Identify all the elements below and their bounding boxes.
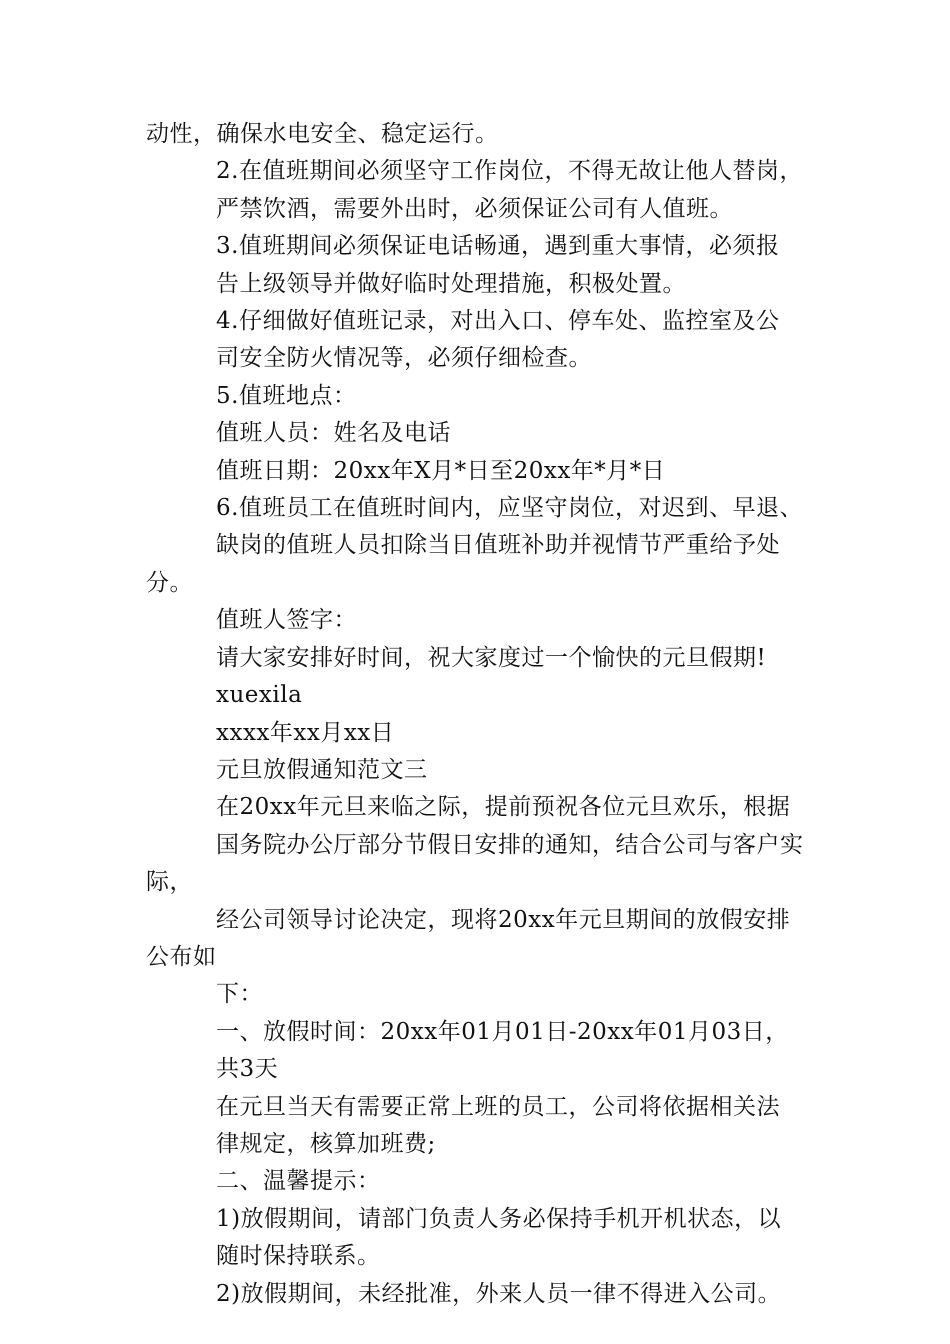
paragraph xyxy=(146,153,806,228)
paragraph-line: 告上级领导并做好临时处理措施，积极处置。 xyxy=(216,270,686,297)
paragraph-line: 一、放假时间：20xx年01月01日-20xx年01月03日， xyxy=(216,1018,789,1045)
paragraph xyxy=(146,752,806,789)
paragraph xyxy=(146,228,806,303)
paragraph-line: 缺岗的值班人员扣除当日值班补助并视情节严重给予处分。 xyxy=(146,532,780,596)
paragraph-line: 随时保持联系。 xyxy=(216,1243,381,1270)
paragraph xyxy=(146,1089,806,1164)
paragraph xyxy=(146,789,806,1013)
paragraph-line: 严禁饮酒，需要外出时，必须保证公司有人值班。 xyxy=(216,195,733,222)
paragraph-line: 6.值班员工在值班时间内，应坚守岗位，对迟到、早退、 xyxy=(216,495,803,522)
paragraph-line: xxxx年xx月xx日 xyxy=(216,719,395,746)
paragraph-line: 二、温馨提示： xyxy=(216,1168,381,1195)
paragraph xyxy=(146,378,806,415)
paragraph-line: 请大家安排好时间，祝大家度过一个愉快的元旦假期! xyxy=(216,644,767,671)
paragraph-line: 司安全防火情况等，必须仔细检查。 xyxy=(216,345,592,372)
paragraph-line: xuexila xyxy=(216,682,303,709)
paragraph-line: 经公司领导讨论决定，现将20xx年元旦期间的放假安排公布如 xyxy=(146,906,791,970)
paragraph xyxy=(146,490,806,602)
paragraph xyxy=(146,415,806,452)
paragraph-line: 3.值班期间必须保证电话畅通，遇到重大事情，必须报 xyxy=(216,233,780,260)
paragraph-line: 4.仔细做好值班记录，对出入口、停车处、监控室及公 xyxy=(216,308,780,335)
paragraph-line: 值班日期：20xx年X月*日至20xx年*月*日 xyxy=(216,457,666,484)
paragraph-line: 在元旦当天有需要正常上班的员工，公司将依据相关法 xyxy=(216,1093,780,1120)
paragraph-line: 值班人签字： xyxy=(216,607,357,634)
paragraph-line: 共3天 xyxy=(216,1056,279,1083)
paragraph-line: 5.值班地点： xyxy=(216,382,357,409)
document-body xyxy=(146,116,806,1313)
paragraph xyxy=(146,303,806,378)
paragraph-line: 下： xyxy=(216,981,263,1008)
paragraph-line: 值班人员：姓名及电话 xyxy=(216,420,451,447)
paragraph-line: 动性，确保水电安全、稳定运行。 xyxy=(146,121,499,147)
paragraph-line: 律规定，核算加班费; xyxy=(216,1130,436,1157)
paragraph-line: 2.在值班期间必须坚守工作岗位，不得无故让他人替岗， xyxy=(216,158,803,185)
paragraph xyxy=(146,640,806,677)
paragraph-line: 元旦放假通知范文三 xyxy=(216,756,428,783)
paragraph xyxy=(146,677,806,714)
paragraph-line: 国务院办公厅部分节假日安排的通知，结合公司与客户实际， xyxy=(146,831,804,896)
paragraph xyxy=(146,1276,806,1313)
paragraph xyxy=(146,715,806,752)
paragraph xyxy=(146,1163,806,1200)
paragraph xyxy=(146,602,806,639)
paragraph-line: 1)放假期间，请部门负责人务必保持手机开机状态，以 xyxy=(216,1205,782,1232)
paragraph xyxy=(146,453,806,490)
paragraph xyxy=(146,1201,806,1276)
paragraph-line: 2)放假期间，未经批准，外来人员一律不得进入公司。 xyxy=(216,1280,782,1307)
paragraph-line: 在20xx年元旦来临之际，提前预祝各位元旦欢乐，根据 xyxy=(216,794,791,821)
paragraph xyxy=(146,1014,806,1089)
paragraph xyxy=(146,116,806,153)
